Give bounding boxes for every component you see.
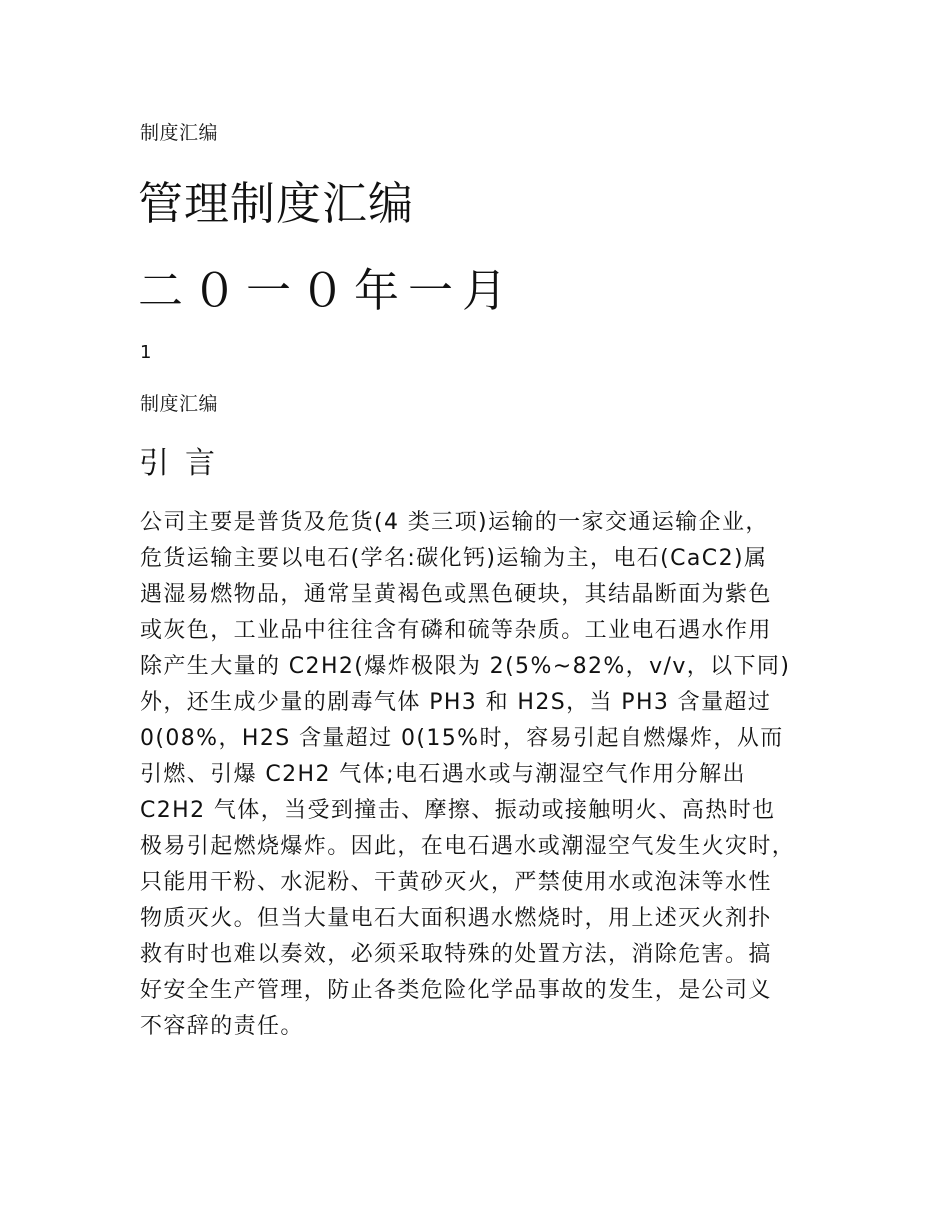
document-date: 二０一０年一月 <box>138 264 517 317</box>
paragraph-line: 遇湿易燃物品，通常呈黄褐色或黑色硬块，其结晶断面为紫色 <box>140 582 772 607</box>
paragraph-line: 好安全生产管理，防止各类危险化学品事故的发生，是公司义 <box>140 978 772 1003</box>
paragraph-line: C2H2 气体，当受到撞击、摩擦、振动或接触明火、高热时也 <box>140 798 776 823</box>
page-number: 1 <box>140 342 152 363</box>
running-header: 制度汇编 <box>140 122 219 144</box>
running-header-page-2: 制度汇编 <box>140 393 219 415</box>
paragraph-line: 0(08%，H2S 含量超过 0(15%时，容易引起自燃爆炸，从而 <box>140 726 784 751</box>
introduction-paragraph <box>140 505 830 1045</box>
paragraph-line: 物质灭火。但当大量电石大面积遇水燃烧时，用上述灭火剂扑 <box>140 906 772 931</box>
paragraph-line: 不容辞的责任。 <box>140 1014 304 1039</box>
paragraph-line: 或灰色，工业品中往往含有磷和硫等杂质。工业电石遇水作用 <box>140 618 772 643</box>
paragraph-line: 救有时也难以奏效，必须采取特殊的处置方法，消除危害。搞 <box>140 942 772 967</box>
paragraph-line: 引燃、引爆 C2H2 气体;电石遇水或与潮湿空气作用分解出 <box>140 762 746 787</box>
paragraph-line: 公司主要是普货及危货(4 类三项)运输的一家交通运输企业， <box>140 510 769 535</box>
paragraph-line: 危货运输主要以电石(学名:碳化钙)运输为主，电石(CaC2)属 <box>140 546 768 571</box>
paragraph-line: 只能用干粉、水泥粉、干黄砂灭火，严禁使用水或泡沫等水性 <box>140 870 772 895</box>
document-title: 管理制度汇编 <box>138 177 415 230</box>
section-heading-introduction: 引言 <box>139 446 231 481</box>
paragraph-line: 外，还生成少量的剧毒气体 PH3 和 H2S，当 PH3 含量超过 <box>140 690 772 715</box>
paragraph-line: 除产生大量的 C2H2(爆炸极限为 2(5%~82%，v/v，以下同) <box>140 654 791 679</box>
paragraph-line: 极易引起燃烧爆炸。因此，在电石遇水或潮湿空气发生火灾时， <box>140 834 796 859</box>
